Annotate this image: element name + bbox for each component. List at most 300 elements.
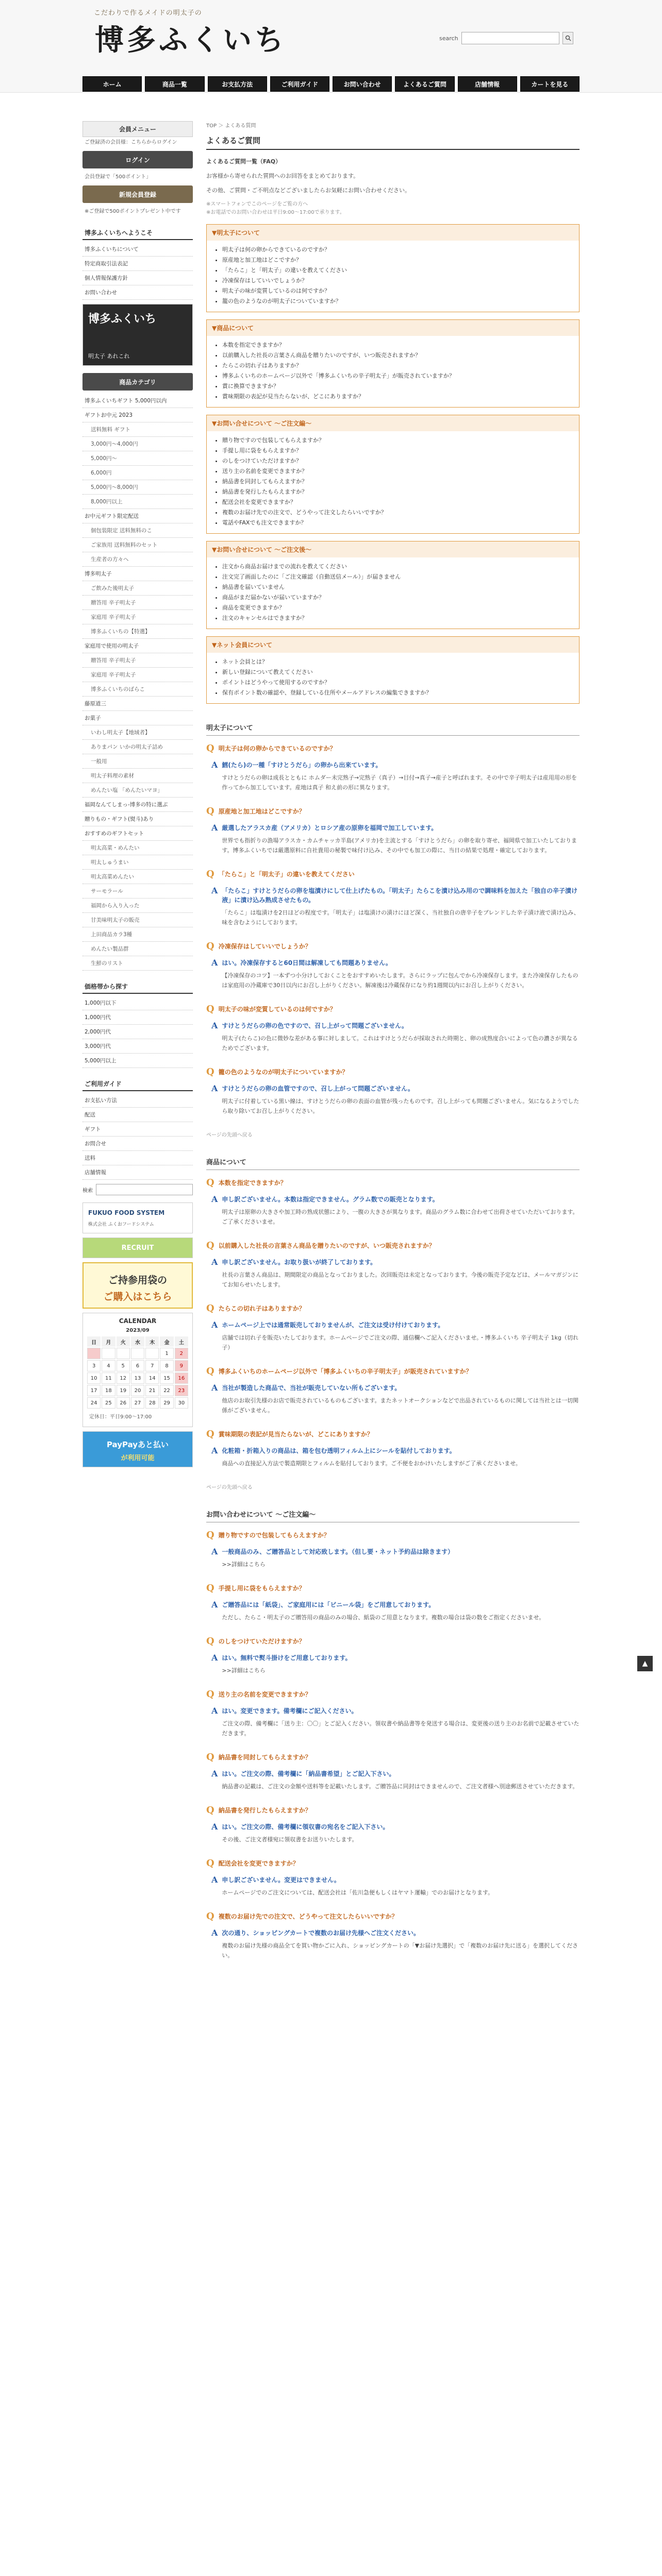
question-mark-icon: Q [206,1911,214,1922]
price-link[interactable]: 5,000円以上 [82,1054,193,1068]
answer-content [222,1547,454,1569]
question-text: 送り主の名前を変更できますか？ [218,1691,311,1698]
qa-item [206,1859,580,1897]
nav-home[interactable]: ホーム [82,76,142,92]
bag-banner[interactable] [82,1262,193,1309]
faq-index-link[interactable]: • 送り主の名前を変更できますか？ [222,466,570,477]
answer-content [222,1446,521,1468]
category-link[interactable]: 上田商品カラ3種 [82,927,193,942]
welcome-title: 博多ふくいちへようこそ [82,224,193,240]
price-link[interactable]: 1,000円以下 [82,996,193,1010]
category-link[interactable]: 家庭用 辛子明太子 [82,610,193,624]
answer [206,1258,580,1290]
question-text: のしをつけていただけますか？ [218,1638,305,1645]
question-text: 博多ふくいちのホームページ以外で「博多ふくいちの辛子明太子」が販売されていますか？ [218,1368,472,1375]
answer-body: ホームページでのご注文については、配送会社は「佐川急便もしくはヤマト運輸」でのお届けとなります。 [222,1889,494,1896]
faq-index-link[interactable]: • 商品を変更できますか？ [222,603,570,613]
qa-group-mentaiko [206,744,580,1116]
question-text: たらこの切れ子はありますか？ [218,1305,305,1312]
answer-mark-icon: A [211,823,218,833]
question-text: 以前購入した社長の言葉さん商品を贈りたいのですが、いつ販売されますか？ [218,1242,435,1249]
answer [206,760,580,792]
qa-item [206,744,580,792]
faq-index-link[interactable]: • 配送会社を変更できますか？ [222,497,570,507]
question-text: 明太子の味が変質しているのは何ですか？ [218,1006,336,1013]
question [206,807,580,816]
bag-line1: ご持参用袋の [108,1275,167,1286]
guide-link[interactable]: お支払い方法 [82,1093,193,1108]
answer-body: >>詳細はこちら [222,1561,266,1568]
calendar-day: 5 [117,1360,130,1371]
question-mark-icon: Q [206,1004,214,1014]
qa-group-products [206,1178,580,1468]
question [206,744,580,753]
faq-index-link[interactable]: • 新しい登録について教えてください [222,667,570,677]
category-link[interactable]: 5,000円～8,000円 [82,480,193,495]
intro-note: ※お電話でのお問い合わせは平日9:00～17:00で承ります。 [206,210,345,215]
faq-index-link[interactable]: • 贈り物ですので包装してもらえますか？ [222,435,570,446]
tagline: こだわりで作るメイドの明太子の [94,9,202,17]
calendar-weekday: 火 [117,1336,130,1347]
category-link[interactable]: 博多ふくいちギフト 5,000円以内 [82,394,193,408]
faq-index-link[interactable]: • 明太子の味が変質しているのは何ですか？ [222,286,570,296]
faq-index-link[interactable]: • 注文のキャンセルはできますか？ [222,613,570,623]
faq-index-link[interactable]: • 保有ポイント数の確認や、登録している住所やメールアドレスの編集できますか？ [222,688,570,698]
category-link[interactable]: 8,000円以上 [82,495,193,509]
faq-index [206,224,580,704]
price-box [82,978,193,1068]
category-link[interactable]: おすすめのギフトセット [82,826,193,841]
answer-lead: ご贈答品には「紙袋」、ご家庭用には「ビニール袋」をご用意しております。 [222,1601,435,1608]
category-link[interactable]: 甘美味明太子の販売 [82,913,193,927]
question [206,1584,580,1593]
calendar-day: 1 [160,1348,173,1359]
category-link[interactable]: 明太高菜・めんたい [82,841,193,855]
answer-body: 「たらこ」は塩漬けを2日ほどの程度です。「明太子」は塩漬けの漬けにほど深く、当社独自の唐辛子をブレンドした辛子漬け液で漬け込み、味を含むようにしております。 [222,909,580,926]
category-link[interactable]: 贈答用 辛子明太子 [82,596,193,610]
guide-link[interactable]: 送料 [82,1151,193,1165]
faq-index-link[interactable]: • 籠の色のようなのが明太子についていますか？ [222,296,570,307]
answer-content [222,1600,544,1622]
category-link[interactable]: めんたい塩 「めんたいマヨ」 [82,783,193,798]
category-list [82,394,193,971]
page-top-link[interactable]: ページの先頭へ戻る [206,1132,253,1138]
qa-item [206,1531,580,1569]
category-link[interactable]: お中元ギフト限定配送 [82,509,193,523]
answer-mark-icon: A [211,760,218,770]
answer-body: 【冷凍保存のコツ】一本ずつ小分けしておくことをおすすめいたします。さらにラップに包んでから冷凍保存します。また冷凍保存したものは家庭用の冷蔵庫で30日以内にお召し上がりください。解凍後は冷蔵保存になり約1週間以内にお召し上がりください。 [222,972,578,989]
question [206,1806,580,1815]
qa-item [206,1178,580,1227]
faq-index-link[interactable]: • 明太子は何の卵からできているのですか？ [222,245,570,255]
qa-item [206,942,580,990]
faq-index-link[interactable]: • 電話やFAXでも注文できますか？ [222,518,570,528]
calendar-day: 8 [160,1360,173,1371]
nav-cart[interactable]: カートを見る [520,76,580,92]
sidebar-search-input[interactable] [96,1184,193,1195]
question-mark-icon: Q [206,1366,214,1377]
question-mark-icon: Q [206,1066,214,1077]
answer-body: ご注文の際、備考欄に「送り主：〇〇」とご記入ください。領収書や納品書等を発送する場合は、変更後の送り主のお名前で記載させていただきます。 [222,1720,580,1737]
category-link[interactable]: 明太子料理の素材 [82,769,193,783]
faq-index-link[interactable]: • 商品がまだ届かないが届いていますか？ [222,592,570,603]
register-button[interactable]: 新規会員登録 [82,185,193,203]
answer-lead: すけとうだらの卵の色ですので、召し上がって問題ございません。 [222,1022,408,1029]
category-link[interactable]: 一般用 [82,754,193,769]
category-link[interactable]: いわし明太子【地域者】 [82,725,193,740]
category-link[interactable]: 3,000円～4,000円 [82,437,193,451]
question [206,870,580,879]
calendar-day: 6 [131,1360,144,1371]
category-link[interactable]: 個包装限定 送料無料のこ [82,523,193,538]
category-link[interactable]: 贈答用 辛子明太子 [82,653,193,668]
answer-mark-icon: A [211,1021,218,1030]
answer-content [222,1653,351,1675]
calendar-day [145,1348,159,1359]
answer-lead: すけとうだらの卵の血管ですので、召し上がって問題ございません。 [222,1085,414,1092]
member-menu-title: 会員メニュー [82,121,193,137]
price-link[interactable]: 2,000円代 [82,1025,193,1039]
question-mark-icon: Q [206,1689,214,1700]
answer-content [222,1084,580,1116]
faq-index-link[interactable]: • ネット会員とは？ [222,657,570,667]
calendar-weekday: 土 [175,1336,188,1347]
answer-content [222,886,580,927]
search-area [439,31,573,45]
category-title: 商品カテゴリ [82,373,193,391]
welcome-link[interactable]: 博多ふくいちについて [82,242,193,257]
answer-mark-icon: A [211,1706,218,1716]
faq-index-list [207,557,579,629]
question-mark-icon: Q [206,1240,214,1251]
faq-index-box [206,636,580,704]
calendar-day [102,1348,115,1359]
faq-index-link[interactable]: • のしをつけていただけますか？ [222,456,570,466]
qa-item [206,1690,580,1738]
section-heading: お問い合わせについて ～ご注文編～ [206,1506,580,1522]
question-mark-icon: Q [206,1177,214,1188]
category-link[interactable]: 博多ふくいちのばらこ [82,682,193,697]
chevron-up-icon: ▲ [642,1659,648,1668]
welcome-link[interactable]: 個人情報保護方針 [82,271,193,285]
calendar-day: 23 [175,1385,188,1396]
faq-index-box [206,415,580,534]
calendar [82,1313,193,1427]
fukuo-banner[interactable] [82,1202,193,1233]
answer-mark-icon: A [211,1083,218,1093]
answer [206,823,580,855]
calendar-day: 11 [102,1372,115,1384]
answer-body: 社長の言葉さん商品は、期間限定の商品となっておりました。次回販売は未定となっております。今後の販売予定などは、メールマガジンにてお知らせいたします。 [222,1272,579,1288]
guide-title: ご利用ガイド [82,1075,193,1091]
intro-text: その他、ご質問・ご不明点などございましたらお気軽にお問い合わせください。 [206,187,410,194]
calendar-day [131,1348,144,1359]
calendar-month: 2023/09 [126,1328,150,1333]
category-link[interactable]: 博多ふくいちの【特選】 [82,624,193,639]
page-top-link[interactable]: ページの先頭へ戻る [206,1485,253,1490]
faq-index-link[interactable]: • 「たらこ」と「明太子」の違いを教えてください [222,265,570,276]
faq-index-link[interactable]: • 注文から商品お届けまでの流れを教えてください [222,562,570,572]
faq-index-list [207,431,579,533]
faq-index-link[interactable]: • 納品書を発行したもらえますか？ [222,487,570,497]
category-link[interactable]: ありまパン いかの明太子詰め [82,740,193,754]
calendar-day: 13 [131,1372,144,1384]
calendar-day: 2 [175,1348,188,1359]
question [206,1912,580,1921]
calendar-day: 20 [131,1385,144,1396]
recruit-banner[interactable] [82,1238,193,1258]
answer-mark-icon: A [211,958,218,968]
faq-index-link[interactable]: • 納品書を届いていません [222,582,570,592]
answer-mark-icon: A [211,1446,218,1455]
question-mark-icon: Q [206,1805,214,1816]
category-link[interactable]: 贈りもの・ギフト(熨斗)あり [82,812,193,826]
answer-lead: 化粧箱・折箱入りの商品は、箱を包む透明フィルム上にシールを貼付しております。 [222,1447,456,1454]
nav-payment[interactable]: お支払方法 [208,76,267,92]
faq-index-title: ▼明太子について [207,225,579,241]
fukuichi-banner[interactable] [82,304,193,366]
faq-index-link[interactable]: • 手提し用に袋をもらえますか？ [222,446,570,456]
paypay-line2: が利用可能 [121,1454,155,1462]
calendar-note: 定休日：平日9:00～17:00 [89,1414,152,1420]
faq-index-list [207,241,579,312]
faq-index-link[interactable]: • 原産地と加工地はどこですか？ [222,255,570,265]
qa-item [206,1637,580,1675]
answer-body: すけとうだらの卵は成長とともに ホムダー未完熟子→完熟子（真子）→目付→真子→産子と呼ばれます。その中で辛子明太子は産用用の形を作ってから加工しています。産地は真子 和え前の形に異なります。 [222,774,577,791]
category-link[interactable]: 6,000円 [82,466,193,480]
answer [206,1875,580,1897]
question [206,1753,580,1762]
category-link[interactable]: 福岡から入り入った [82,899,193,913]
answer-body: 納品書の記載は、ご注文の金額や送料等を記載いたします。ご贈答品に同封はできませんので、ご注文者様へ別途郵送させていただきます。 [222,1783,578,1790]
category-link[interactable]: 福岡なんてしまっ-博多の特に選ぶ [82,798,193,812]
login-button[interactable]: ログイン [82,151,193,168]
faq-index-link[interactable]: • 賞に換算できますか？ [222,381,570,392]
answer-lead: 申し訳ございません。変更はできません。 [222,1876,340,1884]
faq-index-link[interactable]: • 納品書を同封してもらえますか？ [222,477,570,487]
category-link[interactable]: 5,000円～ [82,451,193,466]
category-link[interactable]: ご飲みた後明太子 [82,581,193,596]
calendar-day: 4 [102,1360,115,1371]
calendar-day: 24 [87,1397,101,1409]
answer-body: 明太子は原卵の大きさや加工時の熟成状態により、一腹の大きさが異なります。商品のグラム数に合わせて出荷させていただいております。ご了承くださいませ。 [222,1209,578,1225]
answer-body: 世界でも指折りの漁場アラスカ・カムチャッカ半島(アメリカ)を主流とする「すけとうだら」の卵を取り寄せ、福岡県で加工いたしております。博多ふくいちでは厳選原料に自社貴用の秘製で味付け込み、その中でも加工の際に、当日の結果で処理・確定しております。 [222,837,577,854]
faq-index-link[interactable]: • 注文完了画面したのに「ご注文確認（自動送信メール）」が届きません [222,572,570,582]
paypay-line1: PayPayあと払い [106,1440,169,1449]
answer [206,886,580,927]
answer-content [222,1769,578,1791]
faq-index-link[interactable]: • 冷凍保存はしていいでしょうか？ [222,276,570,286]
answer-content [222,760,580,792]
answer-content [222,1822,389,1844]
question-text: 納品書を同封してもらえますか？ [218,1754,311,1761]
answer-content [222,823,580,855]
answer-lead: はい。冷凍保存すると60日間は解凍しても問題ありません。 [222,959,392,967]
intro-note: ※スマートフォンでこのページをご覧の方へ [206,201,308,207]
question-mark-icon: Q [206,869,214,879]
answer-content [222,1706,580,1738]
answer-lead: 次の通り、ショッピングカートで複数のお届け先様へご注文ください。 [222,1929,420,1937]
guide-link[interactable]: ギフト [82,1122,193,1137]
answer-mark-icon: A [211,886,218,895]
qa-group-order [206,1531,580,1960]
category-link[interactable]: 博多明太子 [82,567,193,581]
answer [206,1653,580,1675]
sidebar [82,121,193,1636]
answer-content [222,1383,580,1415]
nav-faq[interactable]: よくあるご質問 [395,76,454,92]
answer-lead: 申し訳ございません。本数は指定できません。グラム数での販売となります。 [222,1196,439,1203]
answer-mark-icon: A [211,1320,218,1330]
calendar-day: 17 [87,1385,101,1396]
category-link[interactable]: めんたい製品群 [82,942,193,956]
calendar-day: 7 [145,1360,159,1371]
qa-item [206,1304,580,1352]
answer-content [222,1195,580,1227]
calendar-label: CALENDAR [119,1317,157,1325]
answer [206,1547,580,1569]
question-mark-icon: Q [206,1303,214,1314]
site-header [82,0,580,93]
fukuo-sub: 株式会社 ふくおフードシステム [88,1222,154,1227]
answer [206,1769,580,1791]
calendar-day: 12 [117,1372,130,1384]
calendar-weekday: 木 [145,1336,159,1347]
category-link[interactable]: 生産者の方々へ [82,552,193,567]
faq-index-list [207,336,579,407]
answer-body: その後、ご注文者様宛に領収書をお送りいたします。 [222,1836,358,1843]
answer [206,1084,580,1116]
member-menu [82,121,193,217]
faq-index-link[interactable]: • 博多ふくいちのホームページ以外で「博多ふくいちの辛子明太子」が販売されていますか？ [222,371,570,381]
qa-item [206,1241,580,1290]
sidebar-search-label: 検索 [82,1188,93,1194]
answer [206,958,580,990]
category-link[interactable]: ご家族用 送料無料のセット [82,538,193,552]
question [206,1304,580,1313]
question-mark-icon: Q [206,941,214,952]
category-link[interactable]: 家庭用 辛子明太子 [82,668,193,682]
nav-contact[interactable]: お問い合わせ [333,76,392,92]
faq-index-link[interactable]: • 賞味期限の表記が見当たらないが、どこにありますか？ [222,392,570,402]
page-subtitle: よくあるご質問一覧（FAQ） [206,158,282,165]
calendar-day: 18 [102,1385,115,1396]
category-link[interactable]: 藤原道三 [82,697,193,711]
nav-shop-info[interactable]: 店舗情報 [458,76,517,92]
answer-lead: 厳選したアラスカ産（アメリカ）とロシア産の原卵を福岡で加工しています。 [222,824,438,832]
site-logo[interactable]: 博多ふくいち [95,23,287,57]
price-link[interactable]: 3,000円代 [82,1039,193,1054]
calendar-day: 22 [160,1385,173,1396]
fukuichi-banner-sub: 明太子 あれこれ [88,353,130,360]
member-menu-text: ご登録済の会員様：こちらからログイン [85,140,177,145]
calendar-weekday: 月 [102,1336,115,1347]
calendar-day: 3 [87,1360,101,1371]
welcome-link[interactable]: お問い合わせ [82,285,193,300]
answer-content [222,1258,580,1290]
calendar-day: 9 [175,1360,188,1371]
calendar-day: 30 [175,1397,188,1409]
qa-item [206,1367,580,1415]
answer-body: >>詳細はこちら [222,1667,266,1674]
answer-body: 他店のお取引先様のお店で販売されているものもございます。またネットオークションなどで出品されているものに関しては当社とは一切関係がございません。 [222,1397,578,1414]
category-link[interactable]: ギフトお中元 2023 [82,408,193,422]
category-link[interactable]: 明太高菜めんたい [82,870,193,884]
section-heading: 商品について [206,1154,580,1170]
calendar-day: 26 [117,1397,130,1409]
guide-box [82,1075,193,1195]
answer-lead: ホームページ上では通常販売しておりませんが、ご注文は受け付けております。 [222,1321,444,1329]
category-link[interactable]: お菓子 [82,711,193,725]
answer-body: 商品への直接記入方法で製造期限とフィルムを貼付しております。ご不便をおかけいたしますがご了承くださいませ。 [222,1460,521,1467]
answer-mark-icon: A [211,1194,218,1204]
nav-guide[interactable]: ご利用ガイド [270,76,329,92]
faq-index-link[interactable]: • ポイントはどうやって使用するのですか？ [222,677,570,688]
main-content [206,121,580,2576]
bag-line2: ご購入はこちら [103,1291,172,1302]
answer-body: 明太子に付着している黒い線は、すけとうだらの卵の表面の血管が残ったものです。召し上がっても問題ございません。気になるようでしたら取り除いてお召し上がりください。 [222,1098,580,1114]
qa-item [206,1912,580,1960]
faq-index-link[interactable]: • たらこの切れ子はありますか？ [222,361,570,371]
answer-mark-icon: A [211,1769,218,1778]
page-title: よくあるご質問 [206,132,580,150]
qa-item [206,807,580,855]
category-link[interactable]: 家庭用で使用の明太子 [82,639,193,653]
faq-index-link[interactable]: • 以前購入した社長の言葉さん商品を贈りたいのですが、いつ販売されますか？ [222,350,570,361]
question [206,1637,580,1646]
faq-index-link[interactable]: • 複数のお届け先での注文で、どうやって注文したらいいですか？ [222,507,570,518]
answer-mark-icon: A [211,1257,218,1267]
qa-item [206,1584,580,1622]
category-link[interactable]: サーモラール [82,884,193,899]
calendar-day [117,1348,130,1359]
faq-index-box [206,541,580,629]
faq-index-title: ▼ネット会員について [207,637,579,653]
answer [206,1446,580,1468]
question-text: 複数のお届け先での注文で、どうやって注文したらいいですか？ [218,1913,398,1920]
faq-index-box [206,319,580,408]
question-text: 籠の色のようなのが明太子についていますか？ [218,1069,349,1076]
welcome-box [82,224,193,366]
guide-link[interactable]: お問合せ [82,1137,193,1151]
calendar-weekday: 金 [160,1336,173,1347]
scroll-to-top-button[interactable] [637,1656,653,1671]
calendar-weekday: 水 [131,1336,144,1347]
search-input[interactable] [461,32,559,44]
calendar-day: 15 [160,1372,173,1384]
question-mark-icon: Q [206,1429,214,1439]
category-link[interactable]: 生鮮のリスト [82,956,193,971]
faq-index-title: ▼お問い合せについて ～ご注文編～ [207,415,579,431]
paypay-banner[interactable] [82,1431,193,1467]
search-button[interactable] [562,32,573,44]
faq-index-link[interactable]: • 本数を指定できますか？ [222,340,570,350]
price-link[interactable]: 1,000円代 [82,1010,193,1025]
question-mark-icon: Q [206,1530,214,1540]
calendar-day: 27 [131,1397,144,1409]
question-mark-icon: Q [206,1636,214,1647]
question-text: 「たらこ」と「明太子」の違いを教えてください [218,871,355,878]
category-link[interactable]: 送料無料 ギフト [82,422,193,437]
welcome-link[interactable]: 特定商取引法表記 [82,257,193,271]
guide-link[interactable]: 店舗情報 [82,1165,193,1180]
nav-products[interactable]: 商品一覧 [145,76,204,92]
guide-link[interactable]: 配送 [82,1108,193,1122]
category-link[interactable]: 明太しゅうまい [82,855,193,870]
question-text: 原産地と加工地はどこですか？ [218,808,305,815]
answer [206,1320,580,1352]
fukuo-title: FUKUO FOOD SYSTEM [88,1209,165,1216]
